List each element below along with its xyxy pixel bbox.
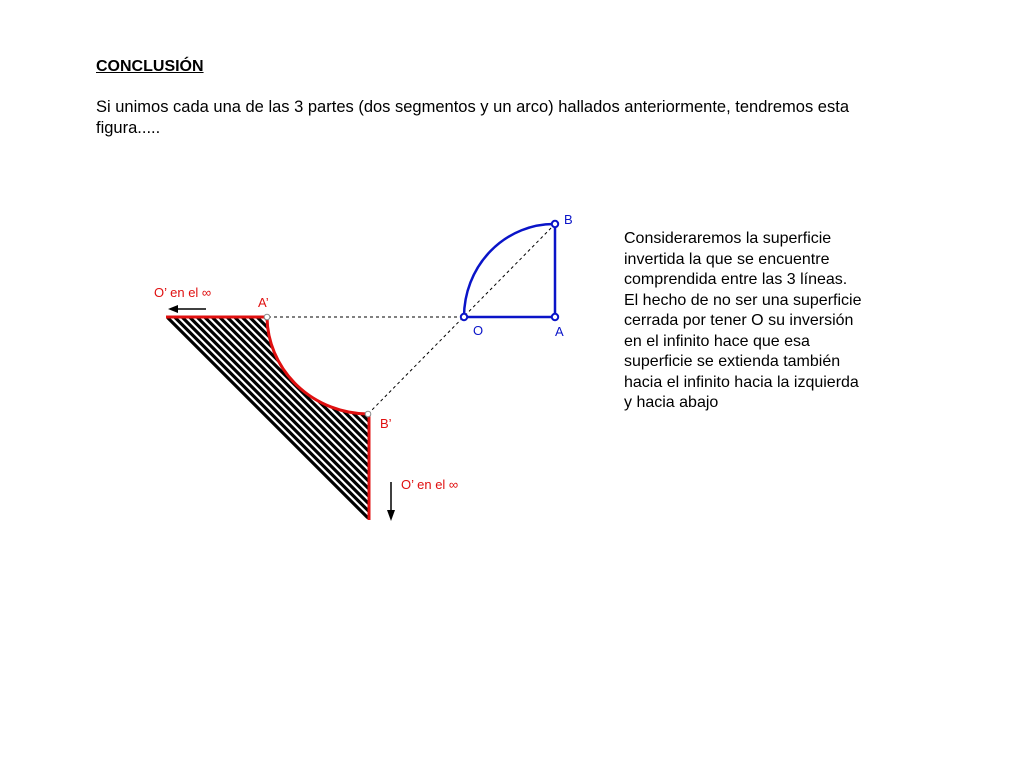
arrow-left-head-icon [168, 305, 178, 313]
label-b-prime: B’ [380, 416, 392, 431]
point-b-prime-marker [365, 411, 371, 417]
hatch-line [503, 300, 743, 540]
hatch-line [203, 300, 443, 540]
label-o: O [473, 323, 484, 338]
point-o-marker [461, 314, 467, 320]
hatch-line [195, 300, 435, 540]
hatch-line [405, 300, 645, 540]
hatch-line [420, 300, 660, 540]
hatch-line [413, 300, 653, 540]
label-a: A [555, 324, 564, 339]
hatch-line [518, 300, 758, 540]
hatch-line [368, 300, 608, 540]
hatch-line [383, 300, 623, 540]
intro-paragraph: Si unimos cada una de las 3 partes (dos segmentos y un arco) hallados anteriormente, tendremos esta figura..... [96, 98, 849, 137]
point-a-marker [552, 314, 558, 320]
hatch-line [173, 300, 413, 540]
page-title: CONCLUSIÓN [96, 58, 204, 75]
hatch-line [540, 300, 780, 540]
hatch-line [473, 300, 713, 540]
hatch-line [488, 300, 728, 540]
point-a-prime-marker [264, 314, 270, 320]
hatch-line [465, 300, 705, 540]
hatch-line [548, 300, 788, 540]
hatch-line [458, 300, 698, 540]
hatch-line [533, 300, 773, 540]
hatch-line [218, 300, 458, 540]
arrow-down-head-icon [387, 510, 395, 521]
hatch-line [480, 300, 720, 540]
explanation-note: Consideraremos la superficie invertida la que se encuentre comprendida entre las 3 líneas. El hecho de no ser una superficie cerrada por tener O su inversión en el infinito hace que esa superficie se extienda también hacia el infinito hacia la izquierda y hacia abajo [624, 230, 862, 411]
hatch-line [495, 300, 735, 540]
hatch-line [390, 300, 630, 540]
hatch-line [375, 300, 615, 540]
label-o-infinity-left: O’ en el ∞ [154, 285, 212, 300]
label-a-prime: A’ [258, 295, 269, 310]
label-b: B [564, 212, 573, 227]
point-b-marker [552, 221, 558, 227]
hatch-line [338, 300, 578, 540]
hatch-line [450, 300, 690, 540]
hatch-line [428, 300, 668, 540]
hatch-line [510, 300, 750, 540]
hatch-line [555, 300, 795, 540]
hatch-line [398, 300, 638, 540]
inverse-arc-a-b [267, 317, 368, 414]
hatch-line [210, 300, 450, 540]
label-o-infinity-down: O’ en el ∞ [401, 477, 459, 492]
hatch-line [225, 300, 465, 540]
